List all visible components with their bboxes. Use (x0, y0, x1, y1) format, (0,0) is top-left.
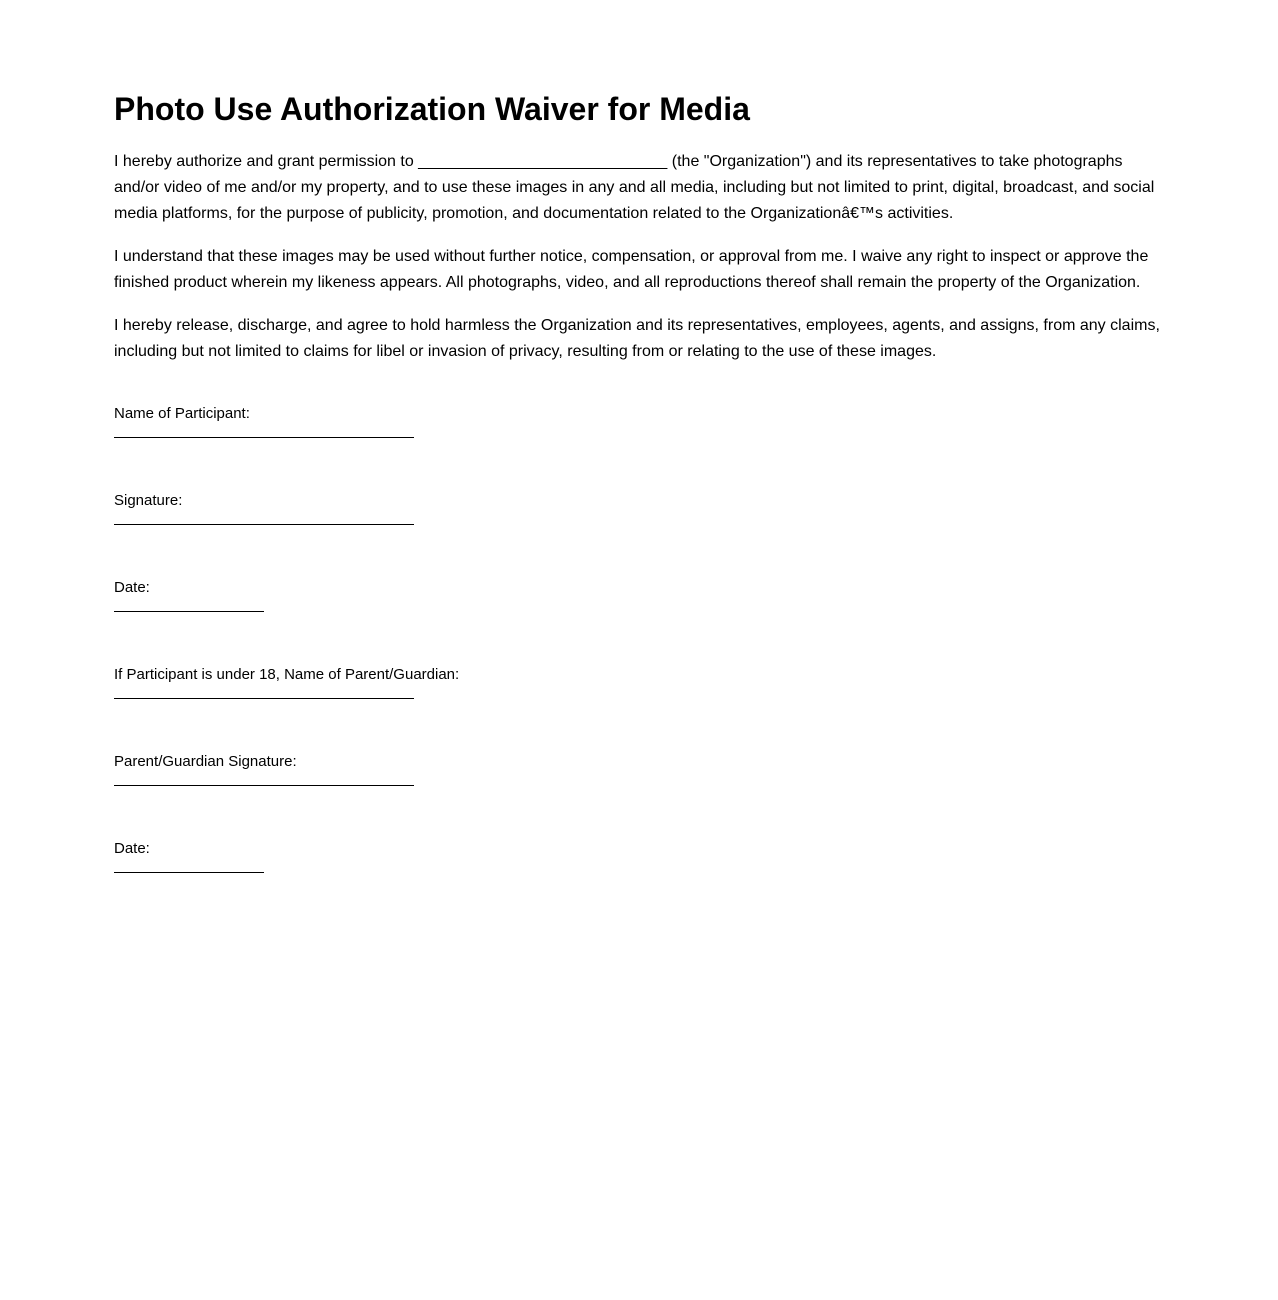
authorization-paragraph: I hereby authorize and grant permission to ____________________________ (the "Organization") and its representatives to take photographs and/or video of me and/or my property, and to use these images in any and all media, including but not limited to print, digital, broadcast, and social media platforms, for the purpose of publicity, promotion, and documentation related to the Organizationâ€™s activities. (114, 153, 1155, 222)
usage-paragraph: I understand that these images may be used without further notice, compensation, or approval from me. I waive any right to inspect or approve the finished product wherein my likeness appears. All photographs, video, and all reproductions thereof shall remain the property of the Organization. (114, 248, 1149, 291)
release-paragraph: I hereby release, discharge, and agree to hold harmless the Organization and its representatives, employees, agents, and assigns, from any claims, including but not limited to claims for libel or invasion of privacy, resulting from or relating to the use of these images. (114, 317, 1160, 360)
guardian-date-field[interactable] (114, 839, 150, 859)
participant-signature-line[interactable] (114, 524, 414, 525)
participant-signature-field[interactable] (114, 491, 182, 511)
guardian-date-line[interactable] (114, 872, 264, 873)
participant-name-label: Name of Participant: (114, 405, 250, 422)
participant-name-field[interactable] (114, 404, 250, 424)
guardian-name-field[interactable] (114, 665, 459, 685)
guardian-signature-field[interactable] (114, 752, 297, 772)
participant-date-label: Date: (114, 579, 150, 596)
participant-date-line[interactable] (114, 611, 264, 612)
guardian-signature-label: Parent/Guardian Signature: (114, 753, 297, 770)
guardian-signature-line[interactable] (114, 785, 414, 786)
participant-signature-label: Signature: (114, 492, 183, 509)
guardian-name-label: If Participant is under 18, Name of Parent/Guardian: (114, 666, 460, 683)
guardian-name-line[interactable] (114, 698, 414, 699)
participant-date-field[interactable] (114, 578, 150, 598)
page-title: Photo Use Authorization Waiver for Media (114, 91, 750, 127)
participant-name-line[interactable] (114, 437, 414, 438)
guardian-date-label: Date: (114, 840, 150, 857)
